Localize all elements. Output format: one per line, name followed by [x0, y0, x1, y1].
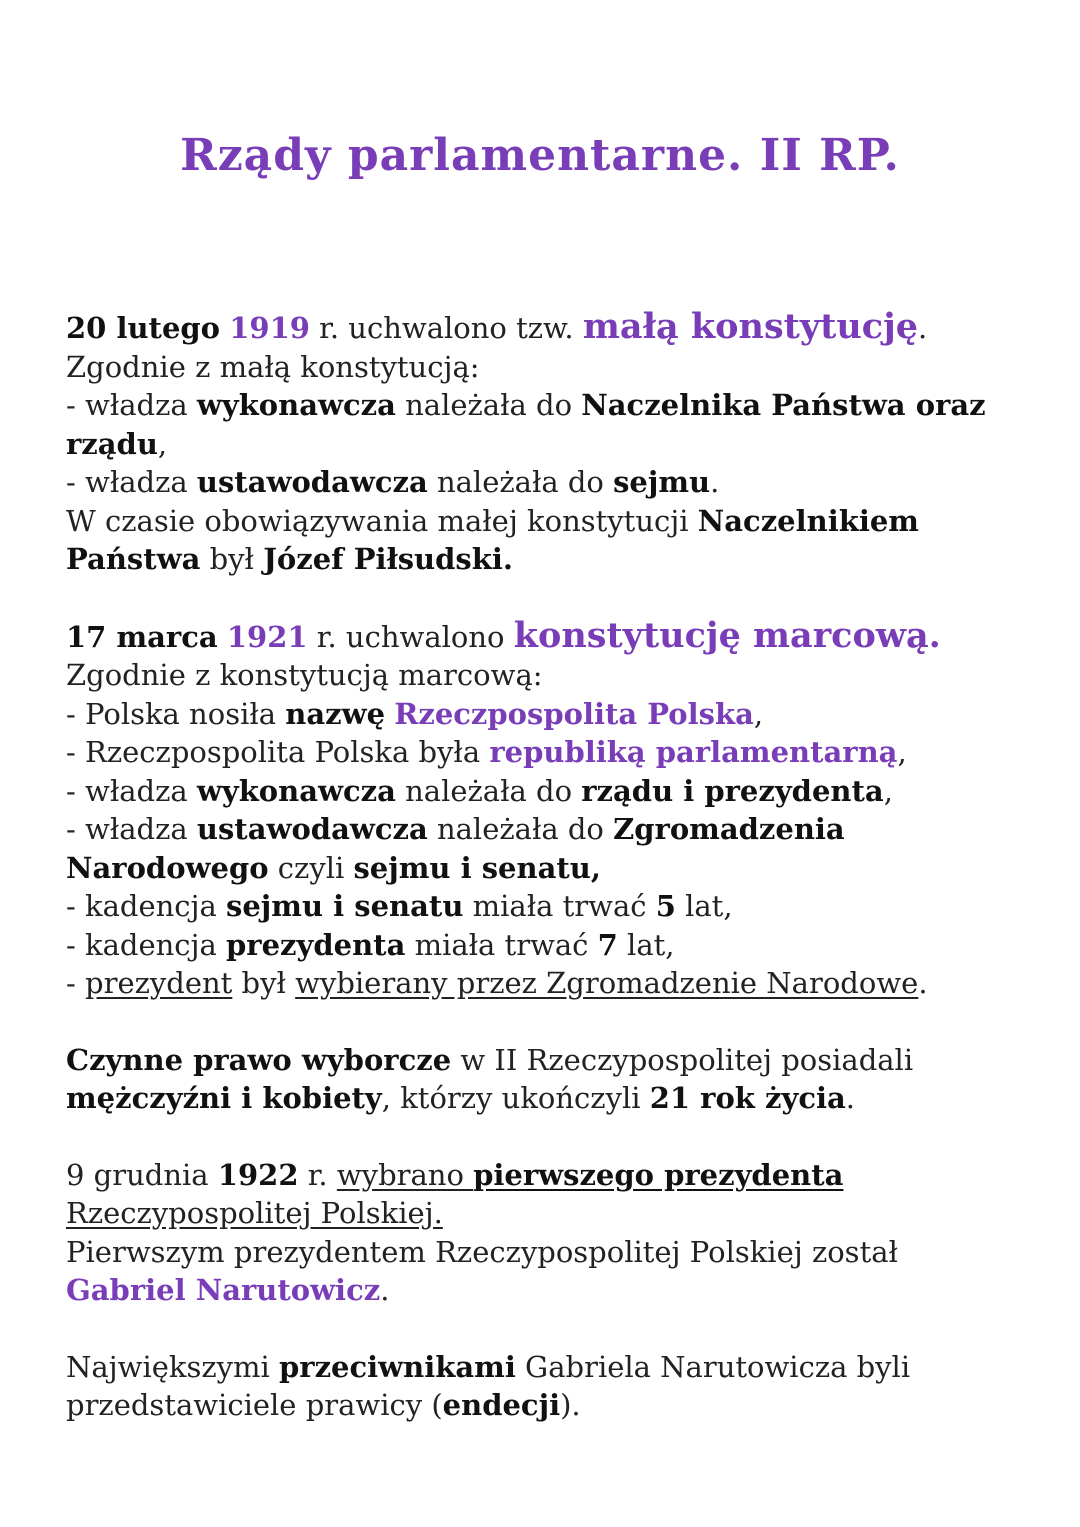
text: W czasie obowiązywania małej konstytucji	[66, 503, 698, 538]
text: miała trwać	[405, 927, 598, 962]
term: Józef Piłsudski.	[263, 542, 513, 576]
term: Czynne prawo wyborcze	[66, 1042, 452, 1077]
term: mężczyźni i kobiety	[66, 1081, 382, 1115]
line	[66, 614, 1026, 657]
text: należała do	[427, 465, 614, 499]
text: należała do	[395, 773, 582, 808]
section-march-constitution	[66, 614, 1026, 1003]
text: ).	[560, 1388, 581, 1422]
spacer	[66, 1310, 1026, 1348]
page-title: Rządy parlamentarne. II RP.	[180, 130, 900, 181]
text: - Rzeczpospolita Polska była	[66, 735, 490, 769]
list-item	[66, 810, 1026, 887]
line: Zgodnie z małą konstytucją:	[66, 349, 480, 384]
text: r. uchwalono	[307, 619, 514, 654]
term: prezydenta	[226, 927, 406, 962]
term: rządu i prezydenta	[581, 773, 884, 808]
list-item	[66, 926, 1026, 965]
term: Naczelnikiem Państwa	[66, 503, 919, 576]
text: - władza	[66, 773, 197, 808]
text: -	[66, 966, 86, 1000]
year: 1922	[217, 1157, 299, 1192]
spacer	[66, 579, 1026, 617]
text	[385, 697, 394, 731]
line	[66, 1233, 1026, 1310]
term: nazwę	[285, 696, 386, 731]
section-opponents	[66, 1348, 1026, 1425]
list-item	[66, 695, 1026, 734]
line: Zgodnie z konstytucją marcową:	[66, 658, 543, 692]
text: Pierwszym prezydentem Rzeczypospolitej Polskiej został	[66, 1234, 898, 1269]
text: ,	[157, 426, 168, 461]
date: 17 marca	[66, 619, 218, 654]
text: ,	[883, 773, 893, 808]
text: .	[710, 465, 720, 499]
term: sejmu	[613, 465, 711, 499]
term: przeciwnikami	[279, 1349, 516, 1384]
term: ustawodawcza	[196, 812, 428, 846]
text: Gabriela Narutowicza byli przedstawiciele prawicy (	[66, 1349, 911, 1422]
text: - Polska nosiła	[66, 696, 286, 731]
term: endecji	[442, 1388, 561, 1422]
term: wybierany przez Zgromadzenie Narodowe	[295, 966, 919, 1000]
term: Zgromadzenia Narodowego	[66, 812, 845, 885]
text: , którzy ukończyli	[381, 1081, 650, 1115]
text: czyli	[268, 850, 354, 885]
text: r.	[298, 1157, 337, 1192]
constitution-name: konstytucję marcową.	[513, 614, 941, 656]
line	[66, 502, 1026, 579]
text: r. uchwalono tzw.	[309, 311, 583, 345]
text: ,	[753, 696, 764, 731]
line	[66, 308, 1026, 348]
term: Naczelnika Państwa oraz rządu	[66, 388, 986, 461]
text: ,	[897, 735, 907, 769]
text: miała trwać	[463, 889, 656, 923]
term: republiką parlamentarną	[489, 735, 898, 769]
list-item	[66, 463, 1026, 502]
term: Rzeczpospolita Polska	[394, 696, 754, 731]
text: lat,	[675, 889, 733, 923]
list-item	[66, 964, 1026, 1003]
term: sejmu i senatu,	[353, 850, 601, 885]
term: ustawodawcza	[196, 465, 428, 499]
date: 20 lutego	[66, 311, 221, 345]
text: - władza	[66, 465, 197, 499]
term: 5	[655, 889, 676, 923]
spacer	[66, 1003, 1026, 1041]
text: - władza	[66, 812, 197, 846]
president-name: Gabriel Narutowicz	[66, 1273, 381, 1307]
text: należała do	[395, 388, 582, 422]
text: Największymi	[66, 1349, 280, 1384]
text: .	[918, 311, 928, 345]
text: .	[918, 966, 928, 1000]
text: był	[200, 542, 264, 576]
spacer	[66, 1118, 1026, 1156]
text: lat,	[617, 927, 675, 962]
constitution-name: małą konstytucję	[582, 306, 919, 347]
line	[66, 1156, 1026, 1233]
term: pierwszego prezydenta	[473, 1157, 844, 1192]
list-item	[66, 733, 1026, 772]
term: wybrano	[336, 1157, 474, 1192]
list-item	[66, 386, 1026, 463]
text: był	[232, 966, 296, 1000]
list-item	[66, 887, 1026, 926]
year: 1919	[229, 311, 310, 345]
section-voting-rights	[66, 1041, 1026, 1118]
section-small-constitution	[66, 308, 1026, 579]
text: - władza	[66, 388, 197, 422]
term: 7	[597, 927, 618, 962]
section-first-president	[66, 1156, 1026, 1310]
year: 1921	[226, 619, 308, 654]
text: należała do	[427, 812, 614, 846]
document-body	[66, 308, 1026, 1425]
text: .	[845, 1081, 856, 1115]
text: w II Rzeczypospolitej posiadali	[451, 1042, 914, 1077]
text: - kadencja	[66, 927, 227, 962]
term: sejmu i senatu	[226, 889, 464, 923]
text: 9 grudnia	[66, 1157, 218, 1192]
list-item	[66, 772, 1026, 811]
term: 21 rok życia	[649, 1081, 846, 1115]
text: .	[380, 1273, 390, 1307]
term: wykonawcza	[196, 773, 396, 808]
term: prezydent	[85, 966, 233, 1000]
term: wykonawcza	[196, 388, 396, 422]
text: - kadencja	[66, 889, 227, 923]
term: Rzeczypospolitej Polskiej.	[66, 1196, 443, 1230]
